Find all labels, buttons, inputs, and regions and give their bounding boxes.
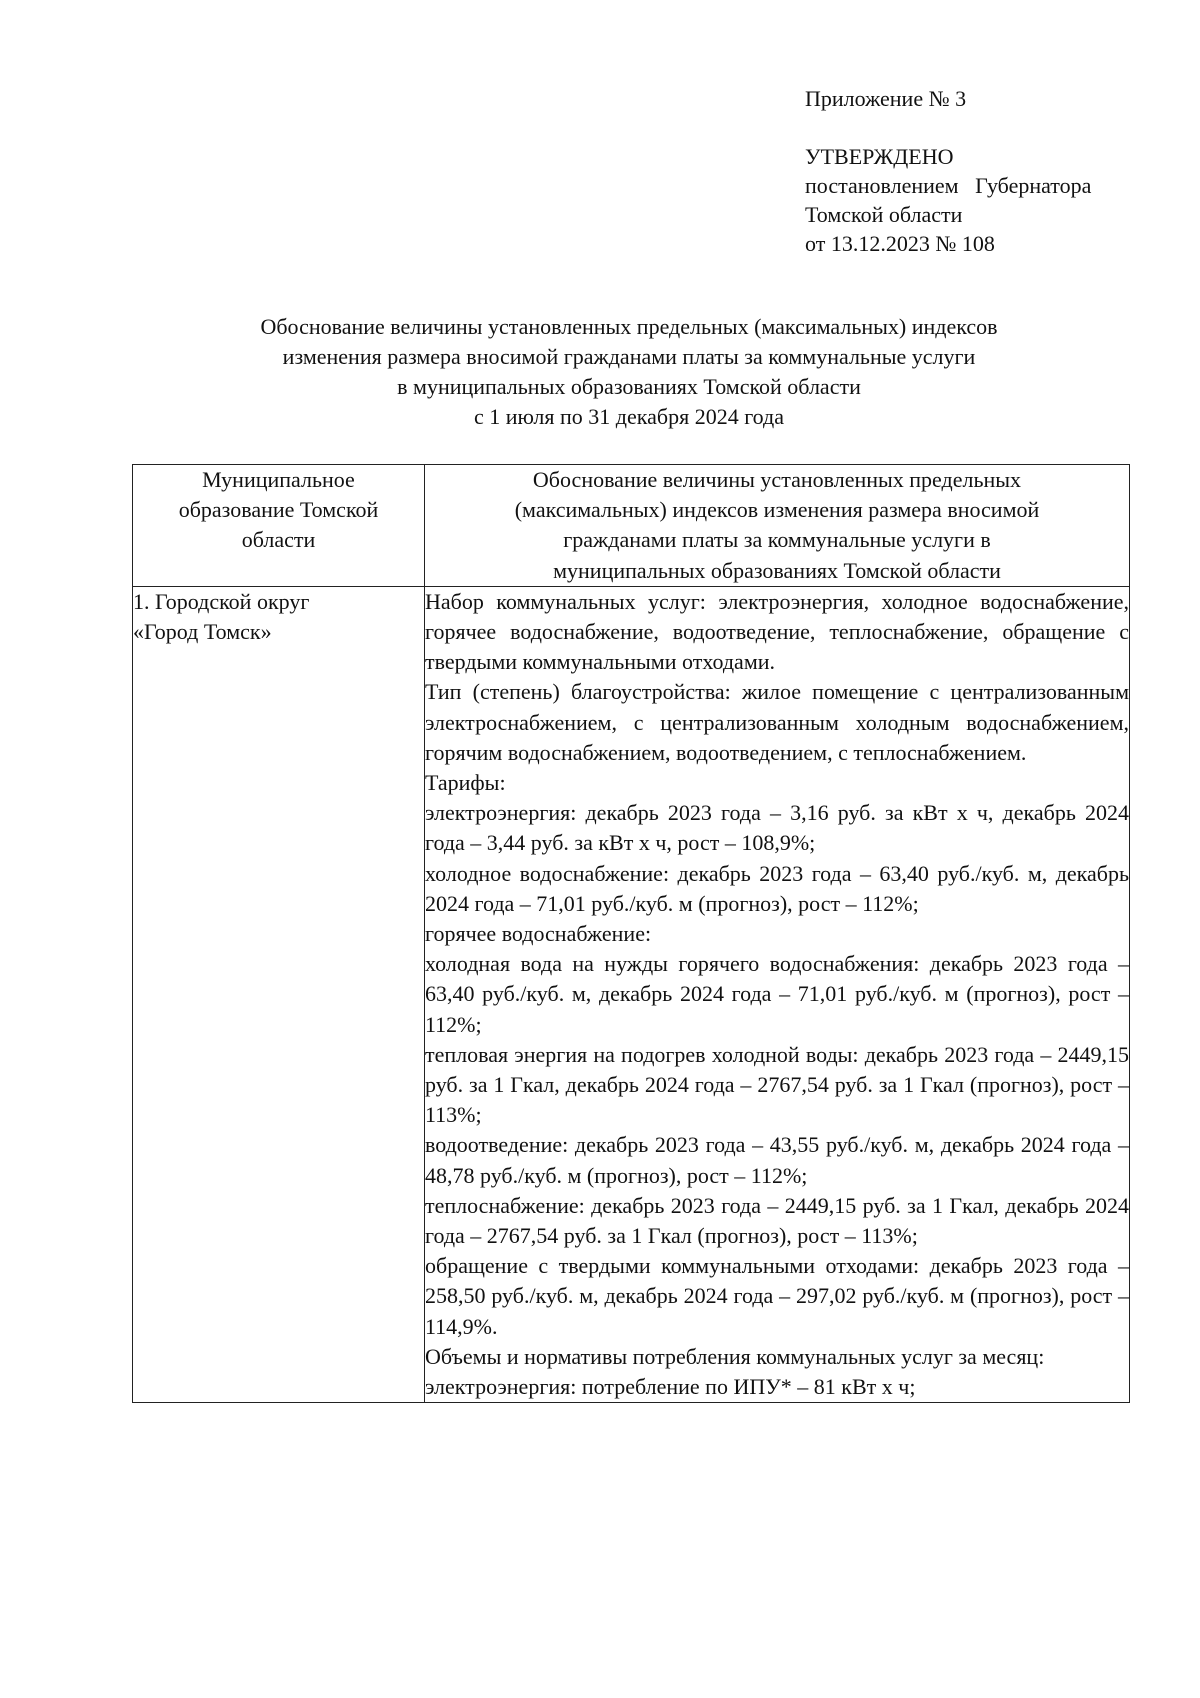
header-justification-line: гражданами платы за коммунальные услуги в [563, 527, 991, 553]
municipality-cell [133, 586, 425, 1402]
approval-date-number: от 13.12.2023 № 108 [805, 231, 995, 256]
table-row [133, 586, 1130, 1402]
services-set: Набор коммунальных услуг: электроэнергия, холодное водоснабжение, горячее водоснабжение, водоотведение, теплоснабжение, обращение с твердыми коммунальными отходами. [425, 588, 1129, 675]
tariff-electricity: электроэнергия: декабрь 2023 года – 3,16 руб. за кВт х ч, декабрь 2024 года – 3,44 руб. за кВт х ч, рост – 108,9%; [425, 800, 1129, 856]
annex-number: Приложение № 3 [805, 86, 967, 111]
tariff-heating: теплоснабжение: декабрь 2023 года – 2449,15 руб. за 1 Гкал, декабрь 2024 года – 2767,54 руб. за 1 Гкал (прогноз), рост – 113%; [425, 1192, 1129, 1249]
hot-water-heading: горячее водоснабжение: [425, 921, 652, 947]
approved-by: постановлением Губернатора [805, 173, 1092, 198]
header-justification-line: муниципальных образованиях Томской области [553, 557, 1001, 583]
document-title [130, 312, 1128, 432]
tariffs-heading: Тарифы: [425, 770, 506, 796]
title-line-2: изменения размера вносимой гражданами платы за коммунальные услуги [282, 344, 976, 369]
tariff-solid-waste: обращение с твердыми коммунальными отходами: декабрь 2023 года – 258,50 руб./куб. м, декабрь 2024 года – 297,02 руб./куб. м (прогноз), рост – 114,9%. [425, 1253, 1129, 1339]
approval-block [805, 84, 1091, 258]
table-header-row [133, 465, 1130, 587]
header-justification-line: (максимальных) индексов изменения размера вносимой [514, 497, 1040, 523]
volume-electricity: электроэнергия: потребление по ИПУ* – 81 кВт х ч; [425, 1374, 916, 1400]
title-line-1: Обоснование величины установленных предельных (максимальных) индексов [260, 314, 998, 339]
title-line-4: с 1 июля по 31 декабря 2024 года [474, 404, 784, 429]
tariff-cold-water: холодное водоснабжение: декабрь 2023 года – 63,40 руб./куб. м, декабрь 2024 года – 71,01 руб./куб. м (прогноз), рост – 112%; [425, 860, 1129, 916]
justification-table [132, 464, 1130, 1403]
header-municipality [133, 465, 425, 587]
volumes-heading: Объемы и нормативы потребления коммунальных услуг за месяц: [425, 1343, 1045, 1369]
approved-stamp: УТВЕРЖДЕНО [805, 144, 954, 169]
tariff-sewerage: водоотведение: декабрь 2023 года – 43,55 руб./куб. м, декабрь 2024 года – 48,78 руб./куб. м (прогноз), рост – 112%; [425, 1132, 1129, 1188]
municipality-name-line: 1. Городской округ [133, 588, 310, 614]
municipality-name-line: «Город Томск» [133, 619, 272, 645]
tariff-hot-water-heat-component: тепловая энергия на подогрев холодной воды: декабрь 2023 года – 2449,15 руб. за 1 Гкал, декабрь 2024 года – 2767,54 руб. за 1 Гкал (прогноз), рост – 113%; [425, 1041, 1129, 1128]
header-municipality-line: образование Томской [178, 497, 379, 523]
justification-cell [425, 586, 1130, 1402]
improvement-type: Тип (степень) благоустройства: жилое помещение с централизованным электроснабжением, с централизованным холодным водоснабжением, горячим водоснабжением, водоотведением, с теплоснабжением. [425, 679, 1129, 765]
tariff-hot-water-cold-component: холодная вода на нужды горячего водоснабжения: декабрь 2023 года – 63,40 руб./куб. м, декабрь 2024 года – 71,01 руб./куб. м (прогноз), рост – 112%; [425, 951, 1129, 1037]
approved-region: Томской области [805, 202, 963, 227]
header-municipality-line: области [241, 527, 316, 553]
header-municipality-line: Муниципальное [202, 467, 355, 492]
header-justification-line: Обоснование величины установленных предельных [532, 467, 1022, 492]
header-justification [425, 465, 1130, 587]
title-line-3: в муниципальных образованиях Томской области [397, 374, 861, 399]
